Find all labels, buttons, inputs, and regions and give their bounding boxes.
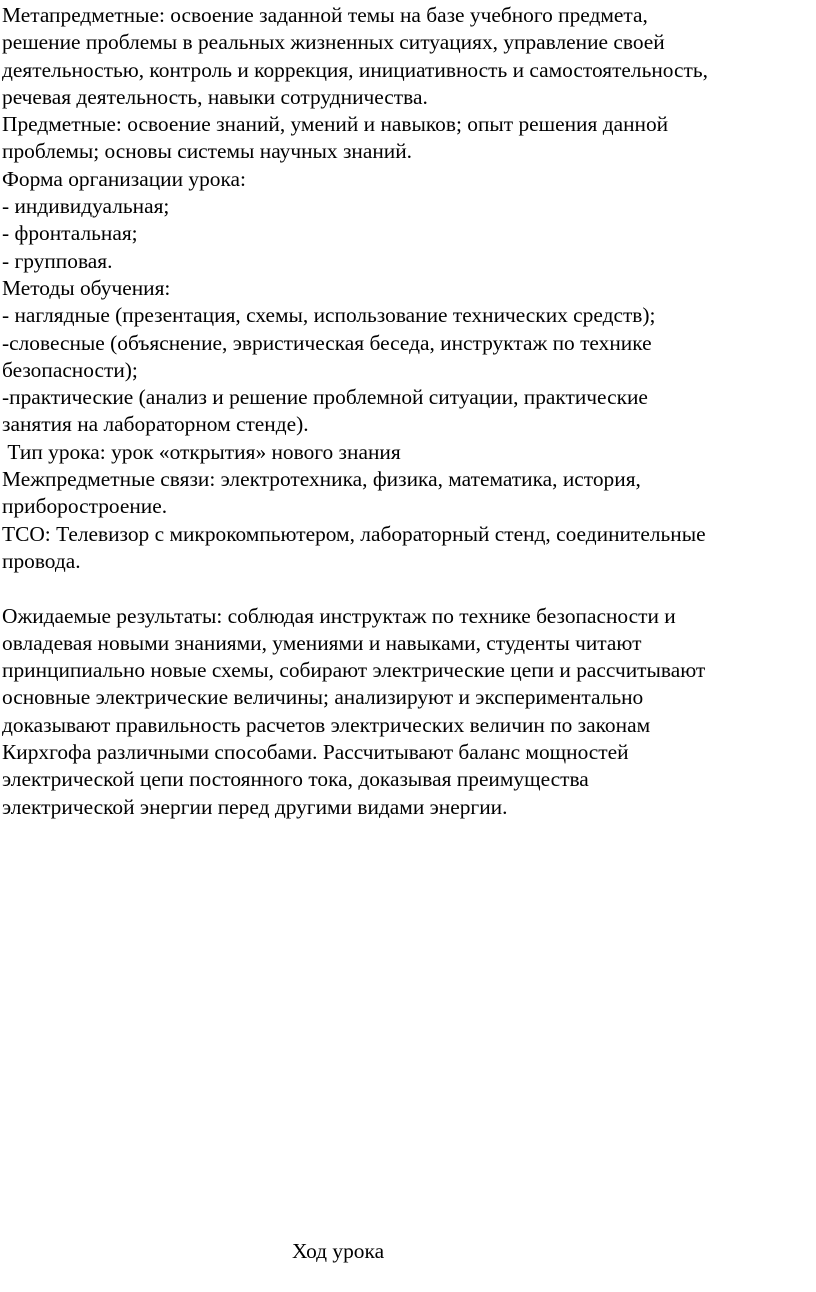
results-line: овладевая новыми знаниями, умениями и навыками, студенты читают [2,630,642,655]
text-line: - индивидуальная; [2,194,170,219]
text-line: - фронтальная; [2,221,138,246]
results-line: принципиально новые схемы, собирают электрические цепи и рассчитывают [2,658,706,683]
text-line: деятельностью, контроль и коррекция, инициативность и самостоятельность, [2,57,708,82]
text-line: Тип урока: урок «открытия» нового знания [2,439,401,464]
results-line: основные электрические величины; анализируют и экспериментально [2,685,644,710]
results-line: электрической энергии перед другими видами энергии. [2,794,508,819]
text-line: ТСО: Телевизор с микрокомпьютером, лабораторный стенд, соединительные [2,521,706,546]
text-line: - групповая. [2,248,113,273]
results-line: Ожидаемые результаты: соблюдая инструктаж по технике безопасности и [2,603,676,628]
text-line: проблемы; основы системы научных знаний. [2,139,413,164]
text-line: Методы обучения: [2,275,171,300]
text-line: решение проблемы в реальных жизненных ситуациях, управление своей [2,30,665,55]
text-line: -практические (анализ и решение проблемной ситуации, практические [2,385,648,410]
text-line: Межпредметные связи: электротехника, физика, математика, история, [2,467,641,492]
text-line: речевая деятельность, навыки сотрудничества. [2,84,428,109]
text-line: занятия на лабораторном стенде). [2,412,309,437]
results-line: доказывают правильность расчетов электрических величин по законам [2,712,651,737]
text-line: Метапредметные: освоение заданной темы на базе учебного предмета, [2,3,648,27]
text-line: провода. [2,548,81,573]
text-line: приборостроение. [2,494,168,519]
section-heading: Ход урока [292,1239,385,1263]
text-line: Предметные: освоение знаний, умений и навыков; опыт решения данной [2,112,669,137]
text-line: -словесные (объяснение, эвристическая беседа, инструктаж по технике [2,330,652,355]
text-line: Форма организации урока: [2,166,246,191]
paragraph-gap [2,575,814,602]
results-line: Кирхгофа различными способами. Рассчитывают баланс мощностей [2,740,629,765]
document-body [2,2,814,821]
text-line: - наглядные (презентация, схемы, использование технических средств); [2,303,656,328]
text-line: безопасности); [2,357,138,382]
results-line: электрической цепи постоянного тока, доказывая преимущества [2,767,589,792]
